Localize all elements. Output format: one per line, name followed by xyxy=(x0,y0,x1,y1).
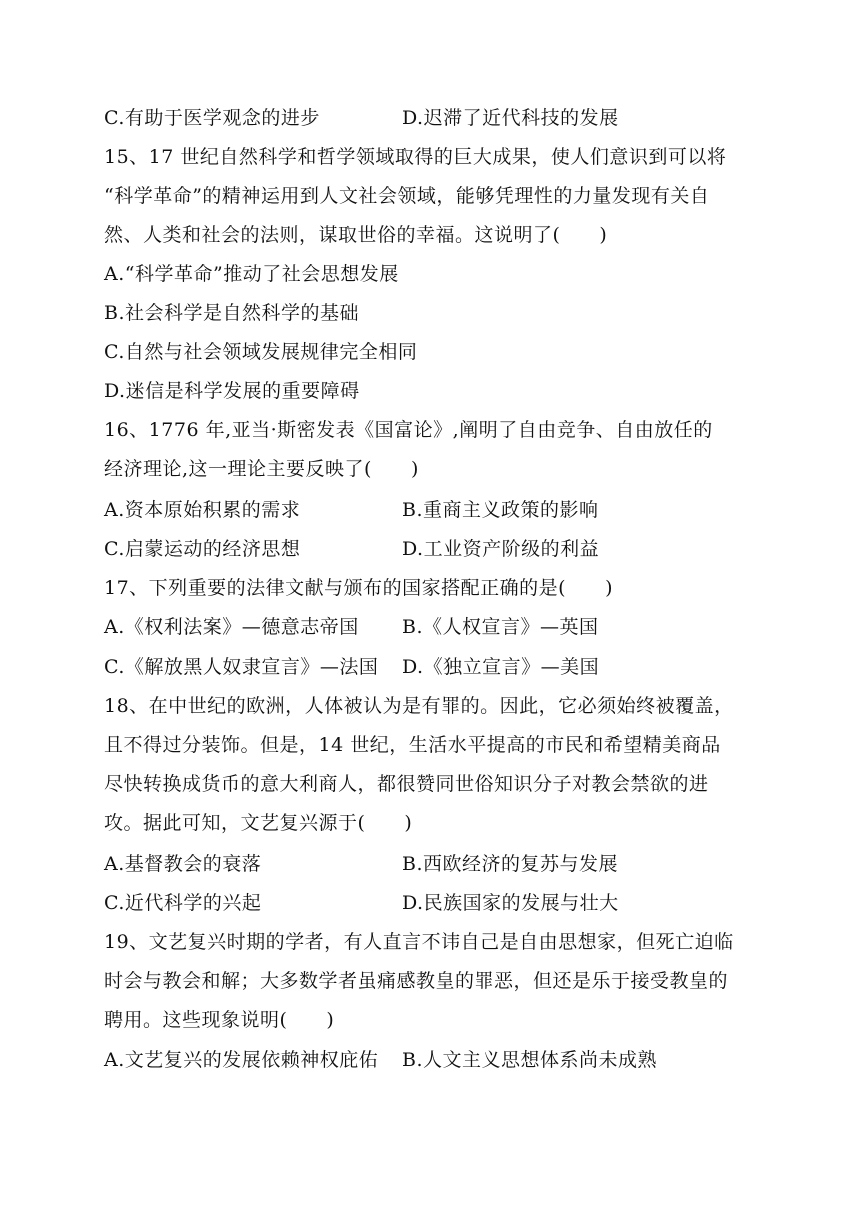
q19-stem-line-3: 聘用。这些现象说明( ) xyxy=(104,1009,335,1031)
q15-stem-line-1: 15、17 世纪自然科学和哲学领域取得的巨大成果，使人们意识到可以将 xyxy=(104,146,727,168)
q14-option-c: C.有助于医学观念的进步 xyxy=(104,107,320,129)
q18-option-c: C.近代科学的兴起 xyxy=(104,892,262,914)
q18-option-b: B.西欧经济的复苏与发展 xyxy=(402,853,619,875)
q15-option-b: B.社会科学是自然科学的基础 xyxy=(104,302,360,324)
q17-option-d: D.《独立宣言》—美国 xyxy=(402,656,600,678)
q16-option-a: A.资本原始积累的需求 xyxy=(104,499,301,521)
q14-option-d: D.迟滞了近代科技的发展 xyxy=(402,107,619,129)
q16-option-d: D.工业资产阶级的利益 xyxy=(402,538,600,560)
q17-stem: 17、下列重要的法律文献与颁布的国家搭配正确的是( ) xyxy=(104,577,614,599)
q19-stem-line-2: 时会与教会和解；大多数学者虽痛感教皇的罪恶，但还是乐于接受教皇的 xyxy=(104,970,729,992)
q15-option-a: A.“科学革命”推动了社会思想发展 xyxy=(104,263,399,285)
q18-stem-line-3: 尽快转换成货币的意大利商人，都很赞同世俗知识分子对教会禁欲的进 xyxy=(104,773,709,795)
q16-option-c: C.启蒙运动的经济思想 xyxy=(104,538,301,560)
q18-stem-line-1: 18、在中世纪的欧洲，人体被认为是有罪的。因此，它必须始终被覆盖， xyxy=(104,695,734,717)
q19-stem-line-1: 19、文艺复兴时期的学者，有人直言不讳自己是自由思想家，但死亡迫临 xyxy=(104,931,734,953)
q16-stem-line-1: 16、1776 年,亚当·斯密发表《国富论》,阐明了自由竞争、自由放任的 xyxy=(104,419,713,441)
q15-option-c: C.自然与社会领域发展规律完全相同 xyxy=(104,341,418,363)
q16-option-b: B.重商主义政策的影响 xyxy=(402,499,599,521)
q19-option-b: B.人文主义思想体系尚未成熟 xyxy=(402,1049,658,1071)
q18-option-d: D.民族国家的发展与壮大 xyxy=(402,892,619,914)
q18-option-a: A.基督教会的衰落 xyxy=(104,853,262,875)
q17-option-b: B.《人权宣言》—英国 xyxy=(402,616,599,638)
q15-stem-line-2: “科学革命”的精神运用到人文社会领域，能够凭理性的力量发现有关自 xyxy=(104,185,710,207)
q19-option-a: A.文艺复兴的发展依赖神权庇佑 xyxy=(104,1049,379,1071)
q15-stem-line-3: 然、人类和社会的法则，谋取世俗的幸福。这说明了( ) xyxy=(104,224,608,246)
q17-option-c: C.《解放黑人奴隶宣言》—法国 xyxy=(104,656,379,678)
q18-stem-line-2: 且不得过分装饰。但是，14 世纪，生活水平提高的市民和希望精美商品 xyxy=(104,734,721,756)
q16-stem-line-2: 经济理论,这一理论主要反映了( ) xyxy=(104,458,419,480)
q17-option-a: A.《权利法案》—德意志帝国 xyxy=(104,616,359,638)
q15-option-d: D.迷信是科学发展的重要障碍 xyxy=(104,380,360,402)
q18-stem-line-4: 攻。据此可知，文艺复兴源于( ) xyxy=(104,812,413,834)
